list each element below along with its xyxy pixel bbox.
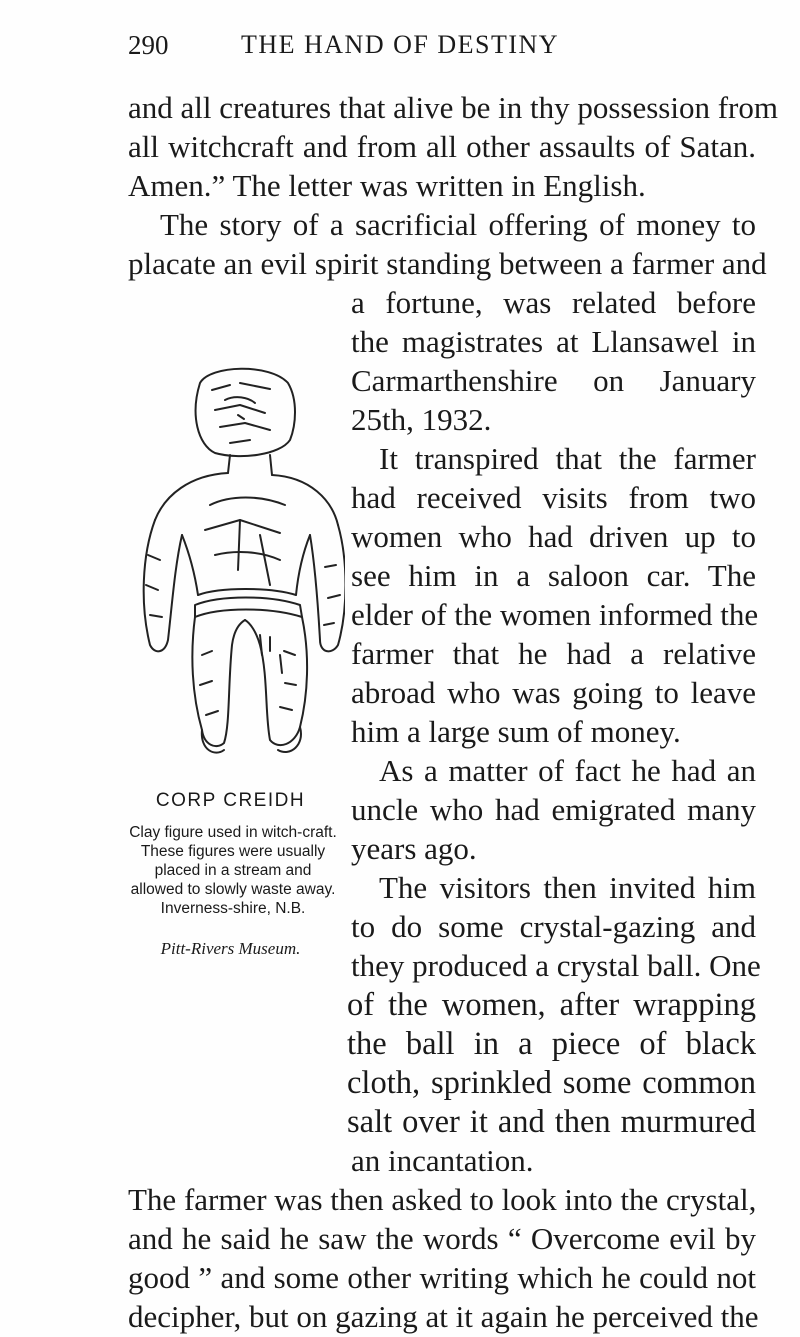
body-line: the magistrates at Llansawel in bbox=[351, 324, 756, 359]
body-line: an incantation. bbox=[351, 1143, 534, 1178]
body-line: It transpired that the farmer bbox=[379, 441, 756, 476]
body-line: a fortune, was related before bbox=[351, 285, 756, 320]
body-line: The visitors then invited him bbox=[379, 870, 756, 905]
body-line: The story of a sacrificial offering of money to bbox=[160, 207, 756, 242]
body-line: years ago. bbox=[351, 831, 477, 866]
body-line: had received visits from two bbox=[351, 480, 756, 515]
body-line: abroad who was going to leave bbox=[351, 675, 756, 710]
running-title: THE HAND OF DESTINY bbox=[240, 30, 560, 59]
body-line: Amen.” The letter was written in English. bbox=[128, 168, 646, 203]
body-line: of the women, after wrapping bbox=[347, 987, 756, 1023]
body-line: farmer that he had a relative bbox=[351, 636, 756, 671]
body-line: see him in a saloon car. The bbox=[351, 558, 756, 593]
figure-caption: Clay figure used in witch-craft. These figures were usually placed in a stream and allowed to slowly waste away. Inverness-shire, N.B. bbox=[129, 824, 337, 917]
body-line: they produced a crystal ball. One bbox=[351, 948, 761, 983]
figure-credit: Pitt-Rivers Museum. bbox=[160, 939, 301, 958]
figure-title: CORP CREIDH bbox=[155, 790, 306, 811]
body-line: all witchcraft and from all other assaults of Satan. bbox=[128, 129, 756, 164]
clay-figure-illustration bbox=[120, 355, 345, 765]
body-line: to do some crystal-gazing and bbox=[351, 909, 756, 944]
body-line: Carmarthenshire on January bbox=[351, 363, 756, 398]
body-line: The farmer was then asked to look into the crystal, bbox=[128, 1182, 757, 1217]
page-number: 290 bbox=[128, 30, 169, 60]
page-header bbox=[0, 22, 800, 66]
body-line: As a matter of fact he had an bbox=[379, 753, 756, 788]
body-line: good ” and some other writing which he could not bbox=[128, 1260, 756, 1295]
body-line: and he said he saw the words “ Overcome evil by bbox=[128, 1221, 756, 1256]
body-line: placate an evil spirit standing between a farmer and bbox=[128, 246, 767, 281]
body-line: cloth, sprinkled some common bbox=[347, 1065, 756, 1101]
body-line: 25th, 1932. bbox=[351, 402, 492, 437]
body-line: elder of the women informed the bbox=[351, 597, 759, 632]
body-line: him a large sum of money. bbox=[351, 714, 681, 749]
body-line: salt over it and then murmured bbox=[347, 1104, 756, 1140]
body-line: and all creatures that alive be in thy possession from bbox=[128, 90, 778, 125]
body-line: uncle who had emigrated many bbox=[351, 792, 756, 827]
body-line: decipher, but on gazing at it again he perceived the bbox=[128, 1299, 759, 1334]
body-line: the ball in a piece of black bbox=[347, 1026, 756, 1062]
body-line: women who had driven up to bbox=[351, 519, 756, 554]
